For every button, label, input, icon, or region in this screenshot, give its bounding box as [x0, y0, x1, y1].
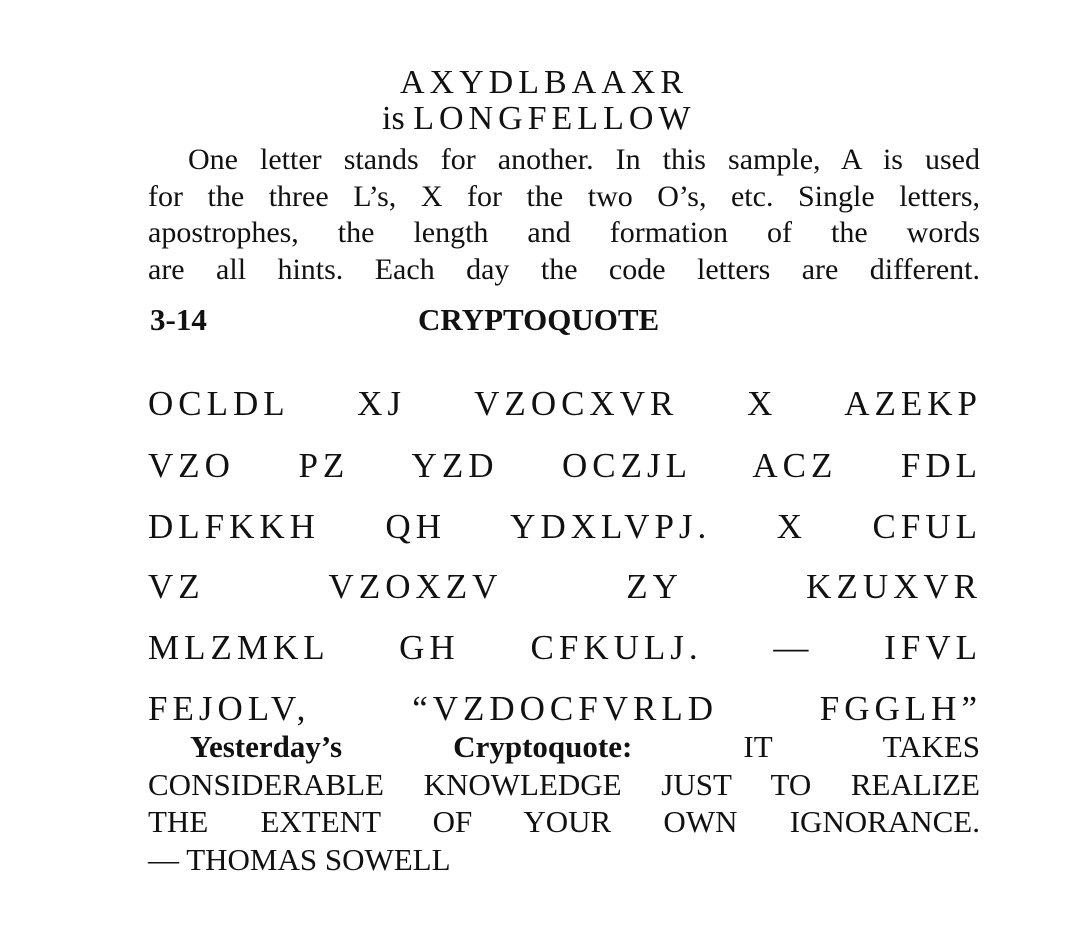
- puzzle-line: VZO PZ YZD OCZJL ACZ FDL: [148, 446, 982, 485]
- puzzle-line: FEJOLV, “VZDOCFVRLD FGGLH”: [148, 689, 982, 728]
- answer-line: CONSIDERABLE KNOWLEDGE JUST TO REALIZE: [148, 766, 980, 802]
- instructions-line: apostrophes, the length and formation of the words: [148, 216, 980, 249]
- sample-prefix: is: [382, 100, 405, 137]
- puzzle-line: VZ VZOXZV ZY KZUXVR: [148, 567, 982, 606]
- answer-text: IT TAKES: [743, 729, 981, 764]
- sample-plain: LONGFELLOW: [413, 100, 696, 137]
- puzzle-line: MLZMKL GH CFKULJ. — IFVL: [148, 628, 982, 667]
- puzzle-title: CRYPTOQUOTE: [418, 302, 660, 337]
- puzzle-line: OCLDL XJ VZOCXVR X AZEKP: [148, 384, 982, 423]
- instructions: [148, 142, 980, 288]
- instructions-line: [148, 142, 980, 179]
- answer-author: — THOMAS SOWELL: [148, 841, 451, 877]
- puzzle-date: 3-14: [150, 302, 207, 337]
- answer-line: [148, 728, 980, 766]
- puzzle-line: DLFKKH QH YDXLVPJ. X CFUL: [148, 507, 982, 546]
- instructions-line: are all hints. Each day the code letters are different.: [148, 252, 980, 286]
- instructions-line: for the three L’s, X for the two O’s, etc. Single letters,: [148, 179, 980, 213]
- yesterday-label: Yesterday’s Cryptoquote:: [190, 729, 633, 764]
- sample-code: AXYDLBAAXR: [400, 64, 688, 101]
- sample-plain-line: [382, 100, 695, 138]
- instructions-text: One letter stands for another. In this sample, A is used: [188, 143, 980, 176]
- yesterday-answer: [148, 728, 980, 878]
- answer-line: THE EXTENT OF YOUR OWN IGNORANCE.: [148, 804, 980, 839]
